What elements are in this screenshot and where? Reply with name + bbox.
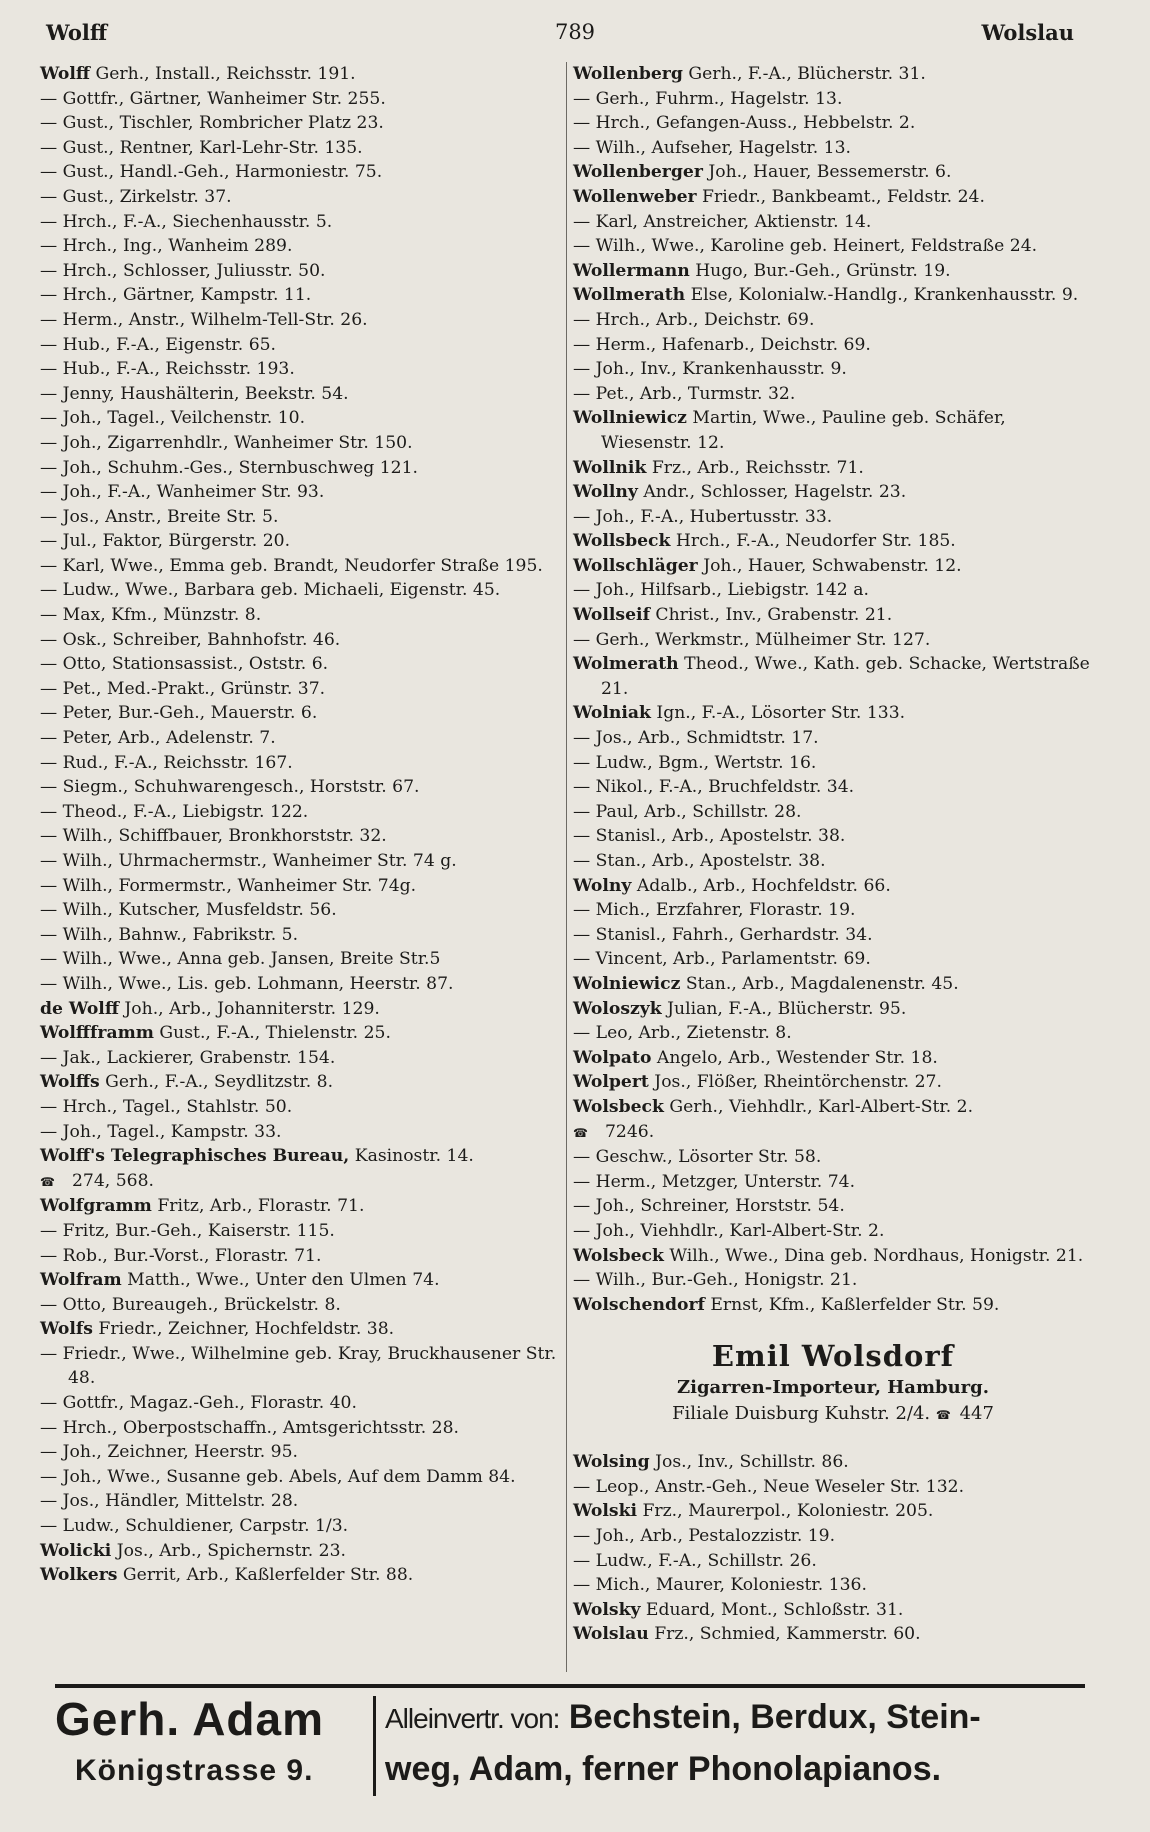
ad-company-address: Königstrasse 9. xyxy=(75,1754,314,1787)
entry-details: — Friedr., Wwe., Wilhelmine geb. Kray, Bruckhausener Str. 48. xyxy=(40,1343,557,1389)
directory-entry xyxy=(40,874,565,899)
adam-advertisement xyxy=(55,1692,1085,1812)
directory-entry xyxy=(40,1046,565,1071)
entry-details: — Jos., Anstr., Breite Str. 5. xyxy=(40,506,279,527)
entry-surname: Wollsbeck xyxy=(573,531,671,552)
entry-details: — Pet., Arb., Turmstr. 32. xyxy=(573,383,796,404)
entry-details: — Gust., Handl.-Geh., Harmoniestr. 75. xyxy=(40,162,383,183)
directory-entry xyxy=(573,1268,1093,1293)
entry-details: — Geschw., Lösorter Str. 58. xyxy=(573,1147,822,1168)
directory-entry xyxy=(573,136,1093,161)
entry-details: — Hrch., F.-A., Siechenhausstr. 5. xyxy=(40,211,333,232)
entry-surname: Wolmerath xyxy=(573,654,679,675)
entry-surname: Wolfram xyxy=(40,1270,122,1291)
entry-surname: Wollniewicz xyxy=(573,408,687,429)
entry-details: Matth., Wwe., Unter den Ulmen 74. xyxy=(121,1270,440,1291)
directory-entry xyxy=(573,701,1093,726)
entry-details: Ign., F.-A., Lösorter Str. 133. xyxy=(650,703,906,724)
right-column-entries-after-ad xyxy=(573,1450,1093,1647)
directory-entry xyxy=(40,701,565,726)
directory-entry xyxy=(573,87,1093,112)
directory-entry xyxy=(573,1450,1093,1475)
directory-entry xyxy=(573,210,1093,235)
entry-surname: Wollenberger xyxy=(573,162,703,183)
entry-details: — Wilh., Wwe., Karoline geb. Heinert, Feldstraße 24. xyxy=(573,236,1038,257)
entry-details: — Max, Kfm., Münzstr. 8. xyxy=(40,605,262,626)
entry-details: Jos., Flößer, Rheintörchenstr. 27. xyxy=(648,1072,942,1093)
entry-surname: Wolicki xyxy=(40,1540,112,1561)
directory-entry xyxy=(40,628,565,653)
entry-details: — Gottfr., Magaz.-Geh., Florastr. 40. xyxy=(40,1393,357,1414)
entry-details: Frz., Maurerpol., Koloniestr. 205. xyxy=(637,1501,934,1522)
directory-entry xyxy=(40,1070,565,1095)
wolsdorf-advertisement xyxy=(573,1337,1093,1428)
directory-entry xyxy=(573,652,1093,701)
entry-details: — Wilh., Bur.-Geh., Honigstr. 21. xyxy=(573,1270,858,1291)
directory-entry xyxy=(573,234,1093,259)
directory-entry xyxy=(40,431,565,456)
entry-details: — Stanisl., Arb., Apostelstr. 38. xyxy=(573,826,846,847)
entry-details: Gust., F.-A., Thielenstr. 25. xyxy=(153,1023,391,1044)
entry-details: — Stanisl., Fahrh., Gerhardstr. 34. xyxy=(573,924,873,945)
entry-details: — Hrch., Ing., Wanheim 289. xyxy=(40,236,293,257)
directory-entry xyxy=(40,333,565,358)
entry-details: Julian, F.-A., Blücherstr. 95. xyxy=(661,998,907,1019)
directory-entry xyxy=(40,1021,565,1046)
entry-surname: Wolsbeck xyxy=(573,1096,664,1117)
directory-entry xyxy=(573,1170,1093,1195)
directory-entry xyxy=(573,1499,1093,1524)
directory-entry xyxy=(40,578,565,603)
directory-entry xyxy=(40,185,565,210)
directory-entry xyxy=(573,1145,1093,1170)
entry-details: — Wilh., Aufseher, Hagelstr. 13. xyxy=(573,137,852,158)
entry-details: — Vincent, Arb., Parlamentstr. 69. xyxy=(573,949,871,970)
directory-entry xyxy=(573,923,1093,948)
directory-entry xyxy=(40,1563,565,1588)
directory-entry xyxy=(40,972,565,997)
directory-entry xyxy=(40,357,565,382)
entry-details: — Joh., Tagel., Veilchenstr. 10. xyxy=(40,408,306,429)
ad-title: Emil Wolsdorf xyxy=(711,1339,955,1374)
directory-entry xyxy=(573,382,1093,407)
entry-details: — Jak., Lackierer, Grabenstr. 154. xyxy=(40,1047,336,1068)
entry-details: Angelo, Arb., Westender Str. 18. xyxy=(651,1047,938,1068)
entry-details: — Stan., Arb., Apostelstr. 38. xyxy=(573,851,826,871)
directory-entry xyxy=(573,1475,1093,1500)
directory-entry xyxy=(573,726,1093,751)
entry-surname: Wollenweber xyxy=(573,186,697,207)
directory-entry xyxy=(40,603,565,628)
entry-details: Martin, Wwe., Pauline geb. Schäfer, Wiesenstr. 12. xyxy=(601,408,1006,453)
entry-surname: Wollermann xyxy=(573,260,690,281)
entry-details: — Gust., Rentner, Karl-Lehr-Str. 135. xyxy=(40,137,363,158)
entry-details: — Gust., Tischler, Rombricher Platz 23. xyxy=(40,113,384,134)
entry-details: — Karl, Wwe., Emma geb. Brandt, Neudorfer Straße 195. xyxy=(40,555,543,576)
directory-entry xyxy=(573,1194,1093,1219)
directory-entry xyxy=(573,603,1093,628)
entry-details: — Hub., F.-A., Reichsstr. 193. xyxy=(40,359,295,380)
right-column xyxy=(566,62,1093,1672)
entry-surname: Wollseif xyxy=(573,605,650,626)
entry-details: — Wilh., Uhrmachermstr., Wanheimer Str. 74 g. xyxy=(40,851,457,871)
entry-surname: Wolpato xyxy=(573,1047,652,1068)
directory-entry xyxy=(40,1342,565,1391)
entry-details: — Ludw., Schuldiener, Carpstr. 1/3. xyxy=(40,1516,349,1537)
entry-surname: Wolfgramm xyxy=(40,1196,152,1217)
directory-entry xyxy=(573,898,1093,923)
directory-entry xyxy=(40,1194,565,1219)
directory-entry xyxy=(40,1095,565,1120)
entry-surname: Wolny xyxy=(573,875,632,896)
entry-details: Andr., Schlosser, Hagelstr. 23. xyxy=(637,482,907,503)
entry-details: Stan., Arb., Magdalenenstr. 45. xyxy=(680,973,959,994)
entry-details: — Paul, Arb., Schillstr. 28. xyxy=(573,801,802,822)
directory-entry xyxy=(573,1021,1093,1046)
entry-details: Wilh., Wwe., Dina geb. Nordhaus, Honigstr. 21. xyxy=(663,1245,1084,1266)
directory-entry xyxy=(40,234,565,259)
directory-entry xyxy=(573,160,1093,185)
entry-details: — Fritz, Bur.-Geh., Kaiserstr. 115. xyxy=(40,1220,335,1241)
directory-entry xyxy=(573,1573,1093,1598)
directory-entry xyxy=(573,333,1093,358)
directory-entry xyxy=(40,160,565,185)
ad-text-prefix: Alleinvertr. von: xyxy=(385,1703,560,1734)
entry-surname: Wolsbeck xyxy=(573,1245,664,1266)
entry-details: — Hrch., Gärtner, Kampstr. 11. xyxy=(40,285,312,306)
entry-details: — Herm., Metzger, Unterstr. 74. xyxy=(573,1171,856,1192)
entry-surname: Wollnik xyxy=(573,457,647,478)
directory-entry xyxy=(573,1046,1093,1071)
entry-surname: Wolffs xyxy=(40,1072,100,1093)
entry-details: Friedr., Zeichner, Hochfeldstr. 38. xyxy=(92,1319,395,1340)
entry-details: Theod., Wwe., Kath. geb. Schacke, Wertstraße 21. xyxy=(601,654,1090,699)
directory-entry xyxy=(40,283,565,308)
telephone-icon: ☎ xyxy=(935,1408,950,1423)
entry-details: Kasinostr. 14. xyxy=(349,1146,474,1167)
entry-details: — Ludw., Wwe., Barbara geb. Michaeli, Eigenstr. 45. xyxy=(40,580,501,601)
entry-details: — Mich., Erzfahrer, Florastr. 19. xyxy=(573,900,856,921)
entry-surname: Wolkers xyxy=(40,1565,118,1586)
directory-entry xyxy=(573,775,1093,800)
ad-line-2 xyxy=(573,1401,1093,1428)
directory-entry xyxy=(573,111,1093,136)
page-header xyxy=(40,16,1110,50)
entry-details: Gerh., Install., Reichsstr. 191. xyxy=(90,64,356,84)
directory-entry xyxy=(40,480,565,505)
entry-details: Joh., Hauer, Schwabenstr. 12. xyxy=(697,555,962,576)
directory-entry xyxy=(40,554,565,579)
directory-entry xyxy=(573,751,1093,776)
entry-details: — Pet., Med.-Prakt., Grünstr. 37. xyxy=(40,678,326,699)
ad-line-2-text: Filiale Duisburg Kuhstr. 2/4. xyxy=(672,1403,931,1425)
entry-details: — Herm., Anstr., Wilhelm-Tell-Str. 26. xyxy=(40,309,368,330)
header-left-keyword: Wolff xyxy=(46,20,108,45)
entry-details: — Jos., Händler, Mittelstr. 28. xyxy=(40,1491,299,1512)
directory-entry xyxy=(573,1549,1093,1574)
entry-details: Gerh., F.-A., Seydlitzstr. 8. xyxy=(99,1072,334,1093)
directory-entry xyxy=(573,1598,1093,1623)
entry-surname: Wollschläger xyxy=(573,555,698,576)
entry-details: — Hub., F.-A., Eigenstr. 65. xyxy=(40,334,277,355)
entry-details: Gerrit, Arb., Kaßlerfelder Str. 88. xyxy=(117,1565,414,1586)
directory-entry xyxy=(40,824,565,849)
entry-surname: Wollenberg xyxy=(573,64,683,84)
entry-details: Christ., Inv., Grabenstr. 21. xyxy=(649,605,893,626)
entry-details: — Gerh., Fuhrm., Hagelstr. 13. xyxy=(573,88,843,109)
entry-details: — Wilh., Wwe., Lis. geb. Lohmann, Heerstr. 87. xyxy=(40,973,454,994)
directory-entry xyxy=(573,849,1093,874)
directory-entry xyxy=(573,800,1093,825)
directory-entry xyxy=(40,923,565,948)
entry-details: — Wilh., Schiffbauer, Bronkhorststr. 32. xyxy=(40,826,387,847)
directory-entry xyxy=(573,283,1093,308)
entry-details: Gerh., F.-A., Blücherstr. 31. xyxy=(682,64,926,84)
entry-details: — Leop., Anstr.-Geh., Neue Weseler Str. 132. xyxy=(573,1476,965,1497)
entry-details: — Joh., Hilfsarb., Liebigstr. 142 a. xyxy=(573,580,869,601)
directory-entry xyxy=(573,874,1093,899)
directory-entry xyxy=(573,357,1093,382)
directory-entry xyxy=(40,898,565,923)
directory-entry xyxy=(40,849,565,874)
entry-details: — Gust., Zirkelstr. 37. xyxy=(40,186,232,207)
entry-details: — Wilh., Bahnw., Fabrikstr. 5. xyxy=(40,924,299,945)
directory-entry xyxy=(40,62,565,87)
entry-details: Fritz, Arb., Florastr. 71. xyxy=(151,1196,365,1217)
entry-telephone: 7246. xyxy=(605,1121,655,1142)
directory-entry xyxy=(40,1120,565,1145)
directory-entry xyxy=(40,751,565,776)
directory-entry xyxy=(40,775,565,800)
directory-entry xyxy=(573,947,1093,972)
entry-surname: Wolski xyxy=(573,1501,638,1522)
entry-details: — Gottfr., Gärtner, Wanheimer Str. 255. xyxy=(40,88,386,109)
directory-entry xyxy=(40,1268,565,1293)
entry-details: — Joh., Arb., Pestalozzistr. 19. xyxy=(573,1526,836,1547)
entry-details: — Joh., Schreiner, Horststr. 54. xyxy=(573,1196,845,1217)
entry-details: — Peter, Arb., Adelenstr. 7. xyxy=(40,728,276,749)
directory-entry xyxy=(573,1293,1093,1318)
entry-details: — Otto, Stationsassist., Oststr. 6. xyxy=(40,654,329,675)
entry-details: — Mich., Maurer, Koloniestr. 136. xyxy=(573,1575,867,1596)
entry-details: — Joh., Viehhdlr., Karl-Albert-Str. 2. xyxy=(573,1220,885,1241)
entry-details: Frz., Schmied, Kammerstr. 60. xyxy=(648,1624,921,1645)
directory-entry xyxy=(40,1514,565,1539)
entry-surname: Wolniak xyxy=(573,703,651,724)
entry-surname: Wolpert xyxy=(573,1072,649,1093)
entry-surname: Wollny xyxy=(573,482,638,503)
directory-entry xyxy=(40,505,565,530)
entry-details: — Hrch., Arb., Deichstr. 69. xyxy=(573,309,815,330)
divider xyxy=(55,1684,1085,1688)
directory-entry xyxy=(40,1244,565,1269)
divider xyxy=(373,1696,376,1796)
directory-entry xyxy=(40,1416,565,1441)
directory-entry: Wolff's Telegraphisches Bureau, Kasinostr. 14. ☎ 274, 568. xyxy=(40,1146,474,1191)
directory-entry xyxy=(573,480,1093,505)
directory-entry xyxy=(40,382,565,407)
entry-details: — Siegm., Schuhwarengesch., Horststr. 67. xyxy=(40,777,420,798)
directory-entry xyxy=(573,308,1093,333)
directory-entry xyxy=(573,1070,1093,1095)
left-column xyxy=(40,62,565,1588)
entry-details: Frz., Arb., Reichsstr. 71. xyxy=(646,457,864,478)
directory-entry xyxy=(40,947,565,972)
directory-entry xyxy=(40,87,565,112)
entry-details: Friedr., Bankbeamt., Feldstr. 24. xyxy=(696,186,985,207)
directory-entry xyxy=(40,136,565,161)
entry-details: Jos., Inv., Schillstr. 86. xyxy=(649,1452,849,1473)
entry-details: — Leo, Arb., Zietenstr. 8. xyxy=(573,1023,792,1044)
entry-surname: Wolfs xyxy=(40,1319,93,1340)
directory-entry xyxy=(573,972,1093,997)
entry-details: — Nikol., F.-A., Bruchfeldstr. 34. xyxy=(573,777,855,798)
entry-details: — Jul., Faktor, Bürgerstr. 20. xyxy=(40,531,291,552)
directory-entry xyxy=(40,1440,565,1465)
entry-details: — Joh., Wwe., Susanne geb. Abels, Auf dem Damm 84. xyxy=(40,1466,516,1487)
directory-entry xyxy=(40,1391,565,1416)
entry-details: Eduard, Mont., Schloßstr. 31. xyxy=(640,1599,904,1620)
directory-entry xyxy=(40,726,565,751)
entry-details: — Wilh., Wwe., Anna geb. Jansen, Breite Str.5 xyxy=(40,949,441,970)
entry-details: — Joh., Schuhm.-Ges., Sternbuschweg 121. xyxy=(40,457,418,478)
directory-entry xyxy=(40,800,565,825)
entry-details: Gerh., Viehhdlr., Karl-Albert-Str. 2. xyxy=(663,1096,974,1117)
entry-details: — Osk., Schreiber, Bahnhofstr. 46. xyxy=(40,629,341,650)
ad-telephone-number: 447 xyxy=(959,1403,994,1425)
directory-entry xyxy=(573,62,1093,87)
entry-details: — Jos., Arb., Schmidtstr. 17. xyxy=(573,728,819,749)
directory-entry xyxy=(40,1293,565,1318)
entry-details: — Karl, Anstreicher, Aktienstr. 14. xyxy=(573,211,872,232)
directory-entry xyxy=(573,185,1093,210)
directory-entry xyxy=(573,1524,1093,1549)
right-column-entries xyxy=(573,62,1093,1317)
entry-details: — Wilh., Formermstr., Wanheimer Str. 74g. xyxy=(40,875,417,896)
entry-details: — Hrch., Schlosser, Juliusstr. 50. xyxy=(40,260,326,281)
entry-surname: Wolniewicz xyxy=(573,973,681,994)
directory-entry xyxy=(40,111,565,136)
directory-entry xyxy=(573,628,1093,653)
directory-entry xyxy=(40,1489,565,1514)
directory-entry xyxy=(573,1622,1093,1647)
entry-details: — Jenny, Haushälterin, Beekstr. 54. xyxy=(40,383,349,404)
ad-text-line-1 xyxy=(385,1698,981,1737)
entry-details: — Rob., Bur.-Vorst., Florastr. 71. xyxy=(40,1245,322,1266)
directory-entry xyxy=(40,456,565,481)
entry-details: — Peter, Bur.-Geh., Mauerstr. 6. xyxy=(40,703,318,724)
directory-entry xyxy=(40,210,565,235)
directory-entry xyxy=(40,652,565,677)
entry-details: Ernst, Kfm., Kaßlerfelder Str. 59. xyxy=(704,1294,1000,1315)
directory-entry xyxy=(40,259,565,284)
directory-entry xyxy=(40,308,565,333)
entry-surname: Wolsing xyxy=(573,1452,650,1473)
entry-details: — Hrch., Tagel., Stahlstr. 50. xyxy=(40,1096,293,1117)
entry-details: Hugo, Bur.-Geh., Grünstr. 19. xyxy=(689,260,951,281)
ad-company-name: Gerh. Adam xyxy=(55,1693,325,1745)
entry-details: Joh., Arb., Johanniterstr. 129. xyxy=(118,998,380,1019)
entry-telephone: 274, 568. xyxy=(72,1170,155,1191)
directory-entry xyxy=(573,824,1093,849)
directory-entry xyxy=(40,1219,565,1244)
entry-surname: Wolff xyxy=(40,64,91,84)
directory-entry xyxy=(573,456,1093,481)
directory-entry xyxy=(40,677,565,702)
ad-text-line-2: weg, Adam, ferner Phonolapianos. xyxy=(385,1750,942,1788)
entry-surname: Wolschendorf xyxy=(573,1294,705,1315)
directory-entry xyxy=(573,997,1093,1022)
entry-details: — Ludw., F.-A., Schillstr. 26. xyxy=(573,1550,817,1571)
entry-details: — Joh., Tagel., Kampstr. 33. xyxy=(40,1121,282,1142)
directory-entry xyxy=(40,1465,565,1490)
entry-surname: Woloszyk xyxy=(573,998,662,1019)
directory-entry xyxy=(573,554,1093,579)
entry-details: — Ludw., Bgm., Wertstr. 16. xyxy=(573,752,817,773)
directory-entry xyxy=(573,259,1093,284)
entry-details: Adalb., Arb., Hochfeldstr. 66. xyxy=(631,875,891,896)
entry-details: Jos., Arb., Spichernstr. 23. xyxy=(111,1540,347,1561)
entry-details: — Theod., F.-A., Liebigstr. 122. xyxy=(40,801,309,822)
entry-surname: Wolffframm xyxy=(40,1023,154,1044)
entry-details: — Gerh., Werkmstr., Mülheimer Str. 127. xyxy=(573,629,931,650)
directory-entry xyxy=(573,1219,1093,1244)
entry-details: Else, Kolonialw.-Handlg., Krankenhausstr. 9. xyxy=(685,285,1079,306)
entry-surname: Wolslau xyxy=(573,1624,649,1645)
entry-surname: de Wolff xyxy=(40,998,119,1019)
entry-details: Hrch., F.-A., Neudorfer Str. 185. xyxy=(670,531,956,552)
ad-text-brands: Bechstein, Berdux, Stein- xyxy=(559,1698,981,1736)
entry-details: — Joh., F.-A., Wanheimer Str. 93. xyxy=(40,482,325,503)
entry-surname: Wollmerath xyxy=(573,285,686,306)
entry-details: — Wilh., Kutscher, Musfeldstr. 56. xyxy=(40,900,337,921)
directory-entry xyxy=(573,505,1093,530)
directory-entry: Wolsbeck Gerh., Viehhdlr., Karl-Albert-Str. 2. ☎ 7246. xyxy=(573,1096,974,1142)
entry-details: — Otto, Bureaugeh., Brückelstr. 8. xyxy=(40,1294,341,1315)
entry-details: — Joh., Inv., Krankenhausstr. 9. xyxy=(573,359,847,380)
directory-entry xyxy=(40,1317,565,1342)
entry-surname: Wolff's Telegraphisches Bureau, xyxy=(40,1146,350,1167)
header-right-keyword: Wolslau xyxy=(981,20,1074,45)
entry-details: — Hrch., Gefangen-Auss., Hebbelstr. 2. xyxy=(573,113,916,134)
directory-entry xyxy=(40,1539,565,1564)
directory-entry xyxy=(40,997,565,1022)
directory-entry xyxy=(40,406,565,431)
entry-surname: Wolsky xyxy=(573,1599,641,1620)
directory-entry xyxy=(573,578,1093,603)
entry-details: — Joh., F.-A., Hubertusstr. 33. xyxy=(573,506,833,527)
entry-details: Joh., Hauer, Bessemerstr. 6. xyxy=(702,162,952,183)
entry-details: — Herm., Hafenarb., Deichstr. 69. xyxy=(573,334,871,355)
entry-details: — Joh., Zeichner, Heerstr. 95. xyxy=(40,1442,299,1463)
directory-entry xyxy=(573,406,1093,455)
entry-details: — Joh., Zigarrenhdlr., Wanheimer Str. 150. xyxy=(40,432,413,453)
directory-entry xyxy=(573,529,1093,554)
entry-details: — Hrch., Oberpostschaffn., Amtsgerichtsstr. 28. xyxy=(40,1417,459,1438)
directory-entry xyxy=(40,529,565,554)
entry-details: — Rud., F.-A., Reichsstr. 167. xyxy=(40,752,293,773)
page-number: 789 xyxy=(554,20,596,44)
ad-line-1: Zigarren-Importeur, Hamburg. xyxy=(676,1377,990,1399)
directory-entry xyxy=(573,1244,1093,1269)
